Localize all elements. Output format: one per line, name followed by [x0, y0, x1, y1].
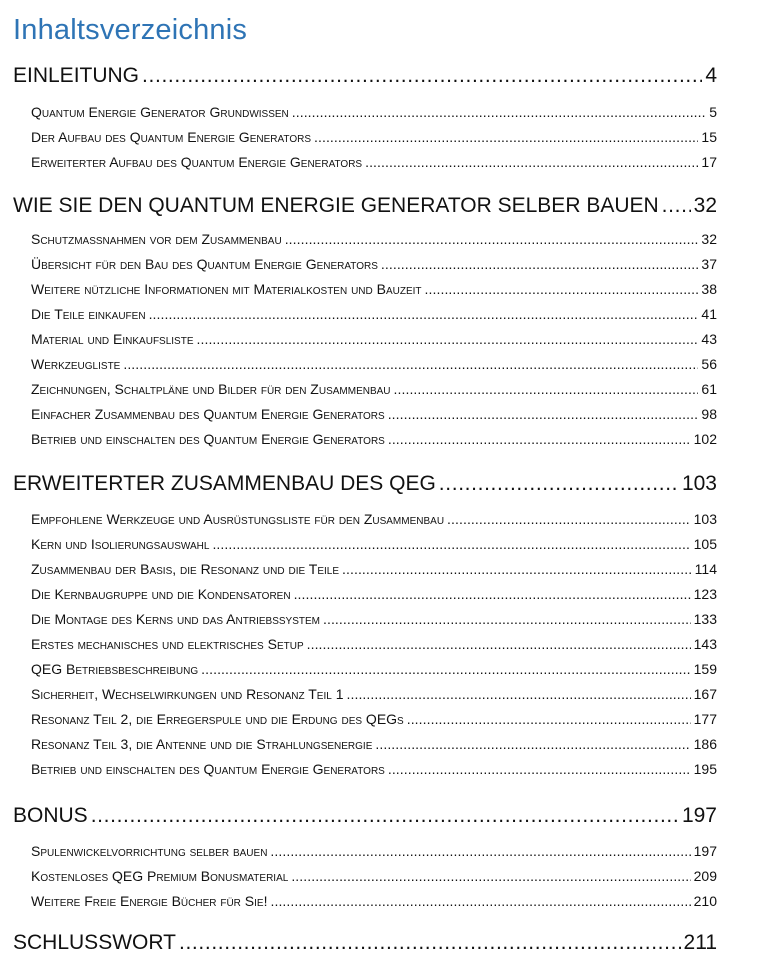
toc-entry-label: Betrieb und einschalten des Quantum Energie Generators: [31, 761, 385, 777]
toc-dot-leader: [201, 661, 690, 677]
toc-page-number: 38: [701, 281, 717, 297]
toc-entry-label: Weitere nützliche Informationen mit Materialkosten und Bauzeit: [31, 281, 422, 297]
toc-dot-leader: [294, 586, 691, 602]
toc-dot-leader: [662, 194, 691, 218]
toc-entry-label: ERWEITERTER ZUSAMMENBAU DES QEG: [13, 472, 436, 495]
toc-section-entry[interactable]: [31, 381, 717, 405]
toc-entry-label: Spulenwickelvorrichtung selber bauen: [31, 843, 268, 859]
toc-dot-leader: [270, 893, 690, 909]
toc-dot-leader: [123, 356, 698, 372]
toc-page-number: 37: [701, 256, 717, 272]
toc-page-number: 32: [693, 194, 717, 217]
toc-dot-leader: [394, 381, 699, 397]
toc-page-number: 103: [693, 511, 717, 527]
toc-section-entry[interactable]: [31, 231, 717, 255]
toc-page-number: 105: [693, 536, 717, 552]
toc-page-number: 5: [709, 104, 717, 120]
toc-page-number: 133: [693, 611, 717, 627]
toc-dot-leader: [447, 511, 691, 527]
toc-dot-leader: [285, 231, 699, 247]
toc-entry-label: Die Montage des Kerns und das Antriebssystem: [31, 611, 320, 627]
toc-entry-label: QEG Betriebsbeschreibung: [31, 661, 199, 677]
toc-entry-label: BONUS: [13, 804, 88, 827]
toc-page-number: 195: [693, 761, 717, 777]
toc-chapter-entry[interactable]: [13, 804, 717, 828]
toc-section-entry[interactable]: [31, 536, 717, 560]
toc-entry-label: Resonanz Teil 3, die Antenne und die Strahlungsenergie: [31, 736, 373, 752]
toc-entry-label: Einfacher Zusammenbau des Quantum Energie Generators: [31, 406, 385, 422]
toc-chapter-entry[interactable]: [13, 64, 717, 88]
toc-dot-leader: [407, 711, 691, 727]
toc-page-number: 177: [693, 711, 717, 727]
toc-chapter-entry[interactable]: [13, 931, 717, 955]
toc-dot-leader: [388, 761, 691, 777]
toc-dot-leader: [142, 64, 702, 88]
toc-chapter-entry[interactable]: [13, 194, 717, 218]
toc-entry-label: Betrieb und einschalten des Quantum Energie Generators: [31, 431, 385, 447]
toc-entry-label: Übersicht für den Bau des Quantum Energie Generators: [31, 256, 378, 272]
toc-section-entry[interactable]: [31, 356, 717, 380]
toc-section-entry[interactable]: [31, 686, 717, 710]
toc-dot-leader: [291, 868, 690, 884]
toc-page-number: 209: [693, 868, 717, 884]
toc-page-number: 102: [693, 431, 717, 447]
toc-dot-leader: [381, 256, 699, 272]
toc-entry-label: Resonanz Teil 2, die Erregerspule und die Erdung des QEGs: [31, 711, 404, 727]
toc-page-number: 167: [693, 686, 717, 702]
toc-section-entry[interactable]: [31, 843, 717, 867]
toc-dot-leader: [292, 104, 706, 120]
toc-dot-leader: [375, 736, 690, 752]
toc-entry-label: Kern und Isolierungsauswahl: [31, 536, 210, 552]
toc-dot-leader: [314, 129, 698, 145]
toc-page-number: 43: [701, 331, 717, 347]
toc-dot-leader: [388, 406, 699, 422]
toc-page-number: 114: [694, 561, 717, 577]
toc-section-entry[interactable]: [31, 761, 717, 785]
toc-dot-leader: [323, 611, 691, 627]
toc-section-entry[interactable]: [31, 868, 717, 892]
toc-section-entry[interactable]: [31, 711, 717, 735]
toc-dot-leader: [149, 306, 699, 322]
toc-dot-leader: [270, 843, 690, 859]
toc-title: Inhaltsverzeichnis: [13, 14, 248, 46]
toc-section-entry[interactable]: [31, 431, 717, 455]
toc-entry-label: Erstes mechanisches und elektrisches Setup: [31, 636, 304, 652]
toc-page-number: 98: [701, 406, 717, 422]
toc-entry-label: Weitere Freie Energie Bücher für Sie!: [31, 893, 268, 909]
toc-entry-label: Werkzeugliste: [31, 356, 121, 372]
toc-page-number: 32: [701, 231, 717, 247]
toc-section-entry[interactable]: [31, 306, 717, 330]
toc-dot-leader: [179, 931, 681, 955]
toc-dot-leader: [342, 561, 692, 577]
toc-page-number: 4: [705, 64, 717, 87]
toc-page-number: 17: [701, 154, 717, 170]
toc-entry-label: Zusammenbau der Basis, die Resonanz und die Teile: [31, 561, 340, 577]
toc-page-number: 15: [701, 129, 717, 145]
toc-page-number: 61: [701, 381, 717, 397]
toc-entry-label: Die Teile einkaufen: [31, 306, 146, 322]
toc-dot-leader: [91, 804, 679, 828]
toc-dot-leader: [425, 281, 699, 297]
toc-entry-label: Kostenloses QEG Premium Bonusmaterial: [31, 868, 289, 884]
toc-section-entry[interactable]: [31, 511, 717, 535]
toc-entry-label: Zeichnungen, Schaltpläne und Bilder für den Zusammenbau: [31, 381, 391, 397]
toc-dot-leader: [365, 154, 698, 170]
toc-section-entry[interactable]: [31, 893, 717, 917]
toc-section-entry[interactable]: [31, 129, 717, 153]
toc-dot-leader: [439, 472, 679, 496]
toc-section-entry[interactable]: [31, 256, 717, 280]
toc-dot-leader: [197, 331, 699, 347]
toc-entry-label: Empfohlene Werkzeuge und Ausrüstungsliste für den Zusammenbau: [31, 511, 445, 527]
toc-entry-label: Die Kernbaugruppe und die Kondensatoren: [31, 586, 291, 602]
toc-dot-leader: [347, 686, 691, 702]
toc-section-entry[interactable]: [31, 736, 717, 760]
toc-section-entry[interactable]: [31, 561, 717, 585]
toc-section-entry[interactable]: [31, 331, 717, 355]
toc-section-entry[interactable]: [31, 406, 717, 430]
toc-entry-label: Sicherheit, Wechselwirkungen und Resonanz Teil 1: [31, 686, 344, 702]
toc-section-entry[interactable]: [31, 636, 717, 660]
toc-entry-label: EINLEITUNG: [13, 64, 140, 87]
toc-entry-label: SCHLUSSWORT: [13, 931, 176, 954]
toc-entry-label: Quantum Energie Generator Grundwissen: [31, 104, 289, 120]
toc-section-entry[interactable]: [31, 611, 717, 635]
toc-entry-label: Der Aufbau des Quantum Energie Generators: [31, 129, 312, 145]
toc-entry-label: WIE SIE DEN QUANTUM ENERGIE GENERATOR SELBER BAUEN: [13, 194, 659, 217]
toc-section-entry[interactable]: [31, 586, 717, 610]
toc-page-number: 159: [693, 661, 717, 677]
toc-section-entry[interactable]: [31, 661, 717, 685]
toc-page-number: 56: [701, 356, 717, 372]
toc-chapter-entry[interactable]: [13, 472, 717, 496]
toc-section-entry[interactable]: [31, 154, 717, 178]
toc-entry-label: Schutzmaßnahmen vor dem Zusammenbau: [31, 231, 282, 247]
toc-entry-label: Material und Einkaufsliste: [31, 331, 194, 347]
toc-page-number: 123: [693, 586, 717, 602]
toc-page-number: 103: [681, 472, 717, 495]
toc-page-number: 211: [683, 931, 717, 954]
toc-page-number: 41: [701, 306, 717, 322]
toc-section-entry[interactable]: [31, 104, 717, 128]
toc-entry-label: Erweiterter Aufbau des Quantum Energie Generators: [31, 154, 363, 170]
toc-dot-leader: [212, 536, 690, 552]
toc-dot-leader: [388, 431, 691, 447]
toc-page-number: 197: [681, 804, 717, 827]
toc-section-entry[interactable]: [31, 281, 717, 305]
toc-page-number: 143: [693, 636, 717, 652]
toc-page-number: 197: [693, 843, 717, 859]
toc-page-number: 186: [693, 736, 717, 752]
toc-page-number: 210: [693, 893, 717, 909]
toc-dot-leader: [307, 636, 691, 652]
